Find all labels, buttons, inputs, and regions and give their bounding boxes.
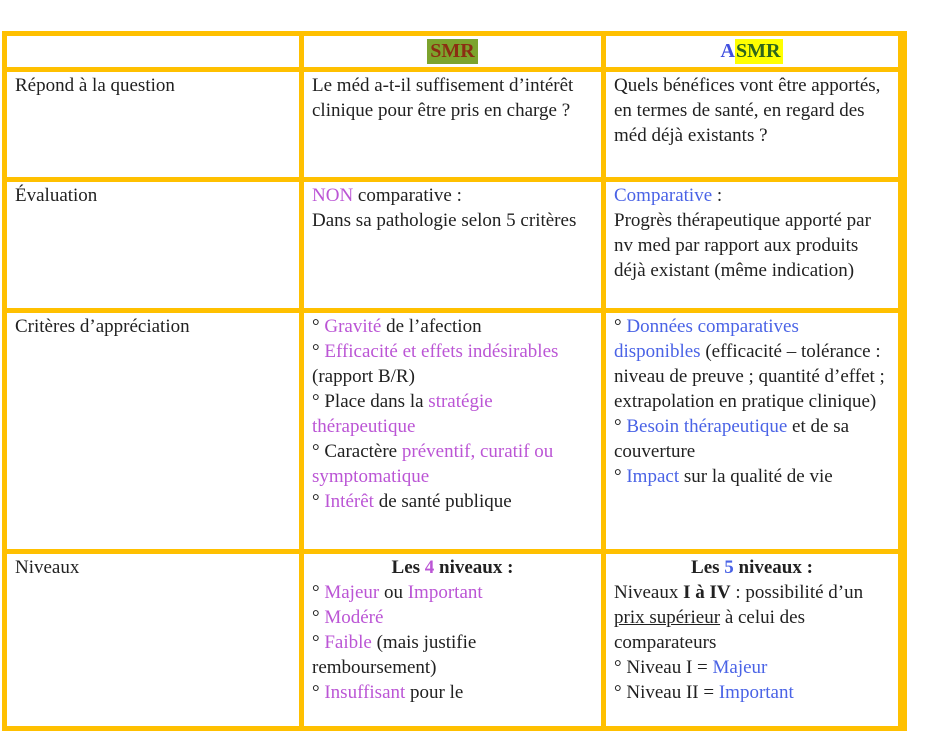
text-segment: prix supérieur [614, 607, 721, 628]
text-segment: pour le [405, 682, 464, 703]
text-segment: et de sa couverture [614, 416, 850, 462]
smr-asmr-comparison-table [2, 31, 907, 731]
text-segment: ou [379, 582, 408, 603]
text-paragraph [312, 605, 593, 630]
cell-smr-repond [304, 72, 601, 177]
text-segment: Majeur [712, 657, 768, 678]
text-paragraph [312, 630, 593, 680]
text-segment: ° [312, 582, 325, 603]
text-paragraph [614, 464, 890, 489]
text-segment: Faible [324, 632, 372, 653]
text-segment: Majeur [324, 582, 380, 603]
text-segment: Les [691, 557, 725, 578]
text-paragraph [312, 555, 593, 580]
text-paragraph [312, 580, 593, 605]
text-paragraph [614, 414, 890, 464]
text-segment: Progrès thérapeutique apporté par nv med par rapport aux produits déjà existant (même indication) [614, 210, 871, 281]
text-segment: NON [312, 185, 354, 206]
text-paragraph [312, 183, 593, 208]
text-segment: ° Place dans la [312, 391, 429, 412]
text-segment: ° [312, 632, 325, 653]
asmr-header-letter-a: A [720, 39, 735, 62]
text-segment: ° Niveau I = [614, 657, 713, 678]
text-segment: niveaux : [434, 557, 514, 578]
text-paragraph [312, 339, 593, 389]
text-segment: 4 [424, 557, 435, 578]
text-segment: ° [312, 341, 325, 362]
cell-asmr-criteres [606, 313, 898, 549]
cell-smr-niveaux [304, 554, 601, 726]
text-segment: de santé publique [373, 491, 512, 512]
text-segment: (efficacité – tolérance : niveau de preuve ; quantité d’effet ; extrapolation en pratique clinique) [614, 341, 885, 412]
text-segment: Les [391, 557, 425, 578]
text-segment: de l’afection [381, 316, 482, 337]
text-paragraph [312, 208, 593, 233]
text-segment: : possibilité d’un [730, 582, 864, 603]
text-segment: ° [614, 316, 627, 337]
text-segment: stratégie thérapeutique [312, 391, 493, 437]
cell-asmr-niveaux [606, 554, 898, 726]
cell-smr-criteres [304, 313, 601, 549]
text-segment: Besoin thérapeutique [626, 416, 788, 437]
cell-smr-evaluation [304, 182, 601, 308]
text-segment: Gravité [324, 316, 382, 337]
smr-header-label: SMR [427, 39, 477, 64]
text-segment: niveaux : [733, 557, 813, 578]
text-segment: préventif, curatif ou symptomatique [312, 441, 554, 487]
cell-asmr-evaluation [606, 182, 898, 308]
cell-asmr-repond [606, 72, 898, 177]
text-segment: Modéré [324, 607, 384, 628]
text-segment: Important [407, 582, 483, 603]
text-segment: Insuffisant [324, 682, 406, 703]
text-segment: ° Caractère [312, 441, 402, 462]
text-segment: comparative : [353, 185, 462, 206]
text-segment: Intérêt [324, 491, 374, 512]
row-label-repond-a-la-question: Répond à la question [7, 72, 299, 177]
header-cell-smr [304, 36, 601, 67]
text-segment: Données comparatives disponibles [614, 316, 799, 362]
text-segment: (rapport B/R) [312, 366, 415, 387]
row-label-criteres-appreciation: Critères d’appréciation [7, 313, 299, 549]
text-segment: Quels bénéfices vont être apportés, en termes de santé, en regard des méd déjà existants ? [614, 75, 881, 146]
text-segment: Important [718, 682, 794, 703]
text-segment: ° [312, 607, 325, 628]
text-paragraph [614, 680, 890, 705]
header-cell-asmr [606, 36, 898, 67]
text-segment: : [712, 185, 723, 206]
text-paragraph [614, 655, 890, 680]
text-segment: sur la qualité de vie [679, 466, 833, 487]
text-segment: Niveaux [614, 582, 684, 603]
text-segment: Impact [626, 466, 680, 487]
text-paragraph [614, 555, 890, 580]
text-segment: ° [614, 466, 627, 487]
row-label-evaluation: Évaluation [7, 182, 299, 308]
text-segment: I à IV [683, 582, 731, 603]
text-segment: Comparative [614, 185, 713, 206]
header-cell-empty [7, 36, 299, 67]
text-segment: Efficacité et effets indésirables [324, 341, 559, 362]
text-paragraph [312, 73, 593, 123]
text-paragraph [614, 314, 890, 414]
text-segment: ° [312, 682, 325, 703]
text-segment: à celui des comparateurs [614, 607, 805, 653]
text-paragraph [614, 73, 890, 148]
asmr-header-smr-part: SMR [735, 39, 783, 64]
text-segment: ° Niveau II = [614, 682, 719, 703]
text-paragraph [614, 580, 890, 655]
text-segment: (mais justifie remboursement) [312, 632, 477, 678]
row-label-niveaux: Niveaux [7, 554, 299, 726]
text-segment: ° [312, 316, 325, 337]
text-paragraph [614, 183, 890, 208]
text-segment: Le méd a-t-il suffisement d’intérêt clinique pour être pris en charge ? [312, 75, 574, 121]
text-segment: Dans sa pathologie selon 5 critères [312, 210, 577, 231]
text-paragraph [312, 489, 593, 514]
text-paragraph [312, 389, 593, 439]
text-paragraph [312, 680, 593, 705]
text-paragraph [312, 439, 593, 489]
text-paragraph [614, 208, 890, 283]
text-segment: ° [312, 491, 325, 512]
text-segment: ° [614, 416, 627, 437]
text-paragraph [312, 314, 593, 339]
text-segment: 5 [724, 557, 734, 578]
